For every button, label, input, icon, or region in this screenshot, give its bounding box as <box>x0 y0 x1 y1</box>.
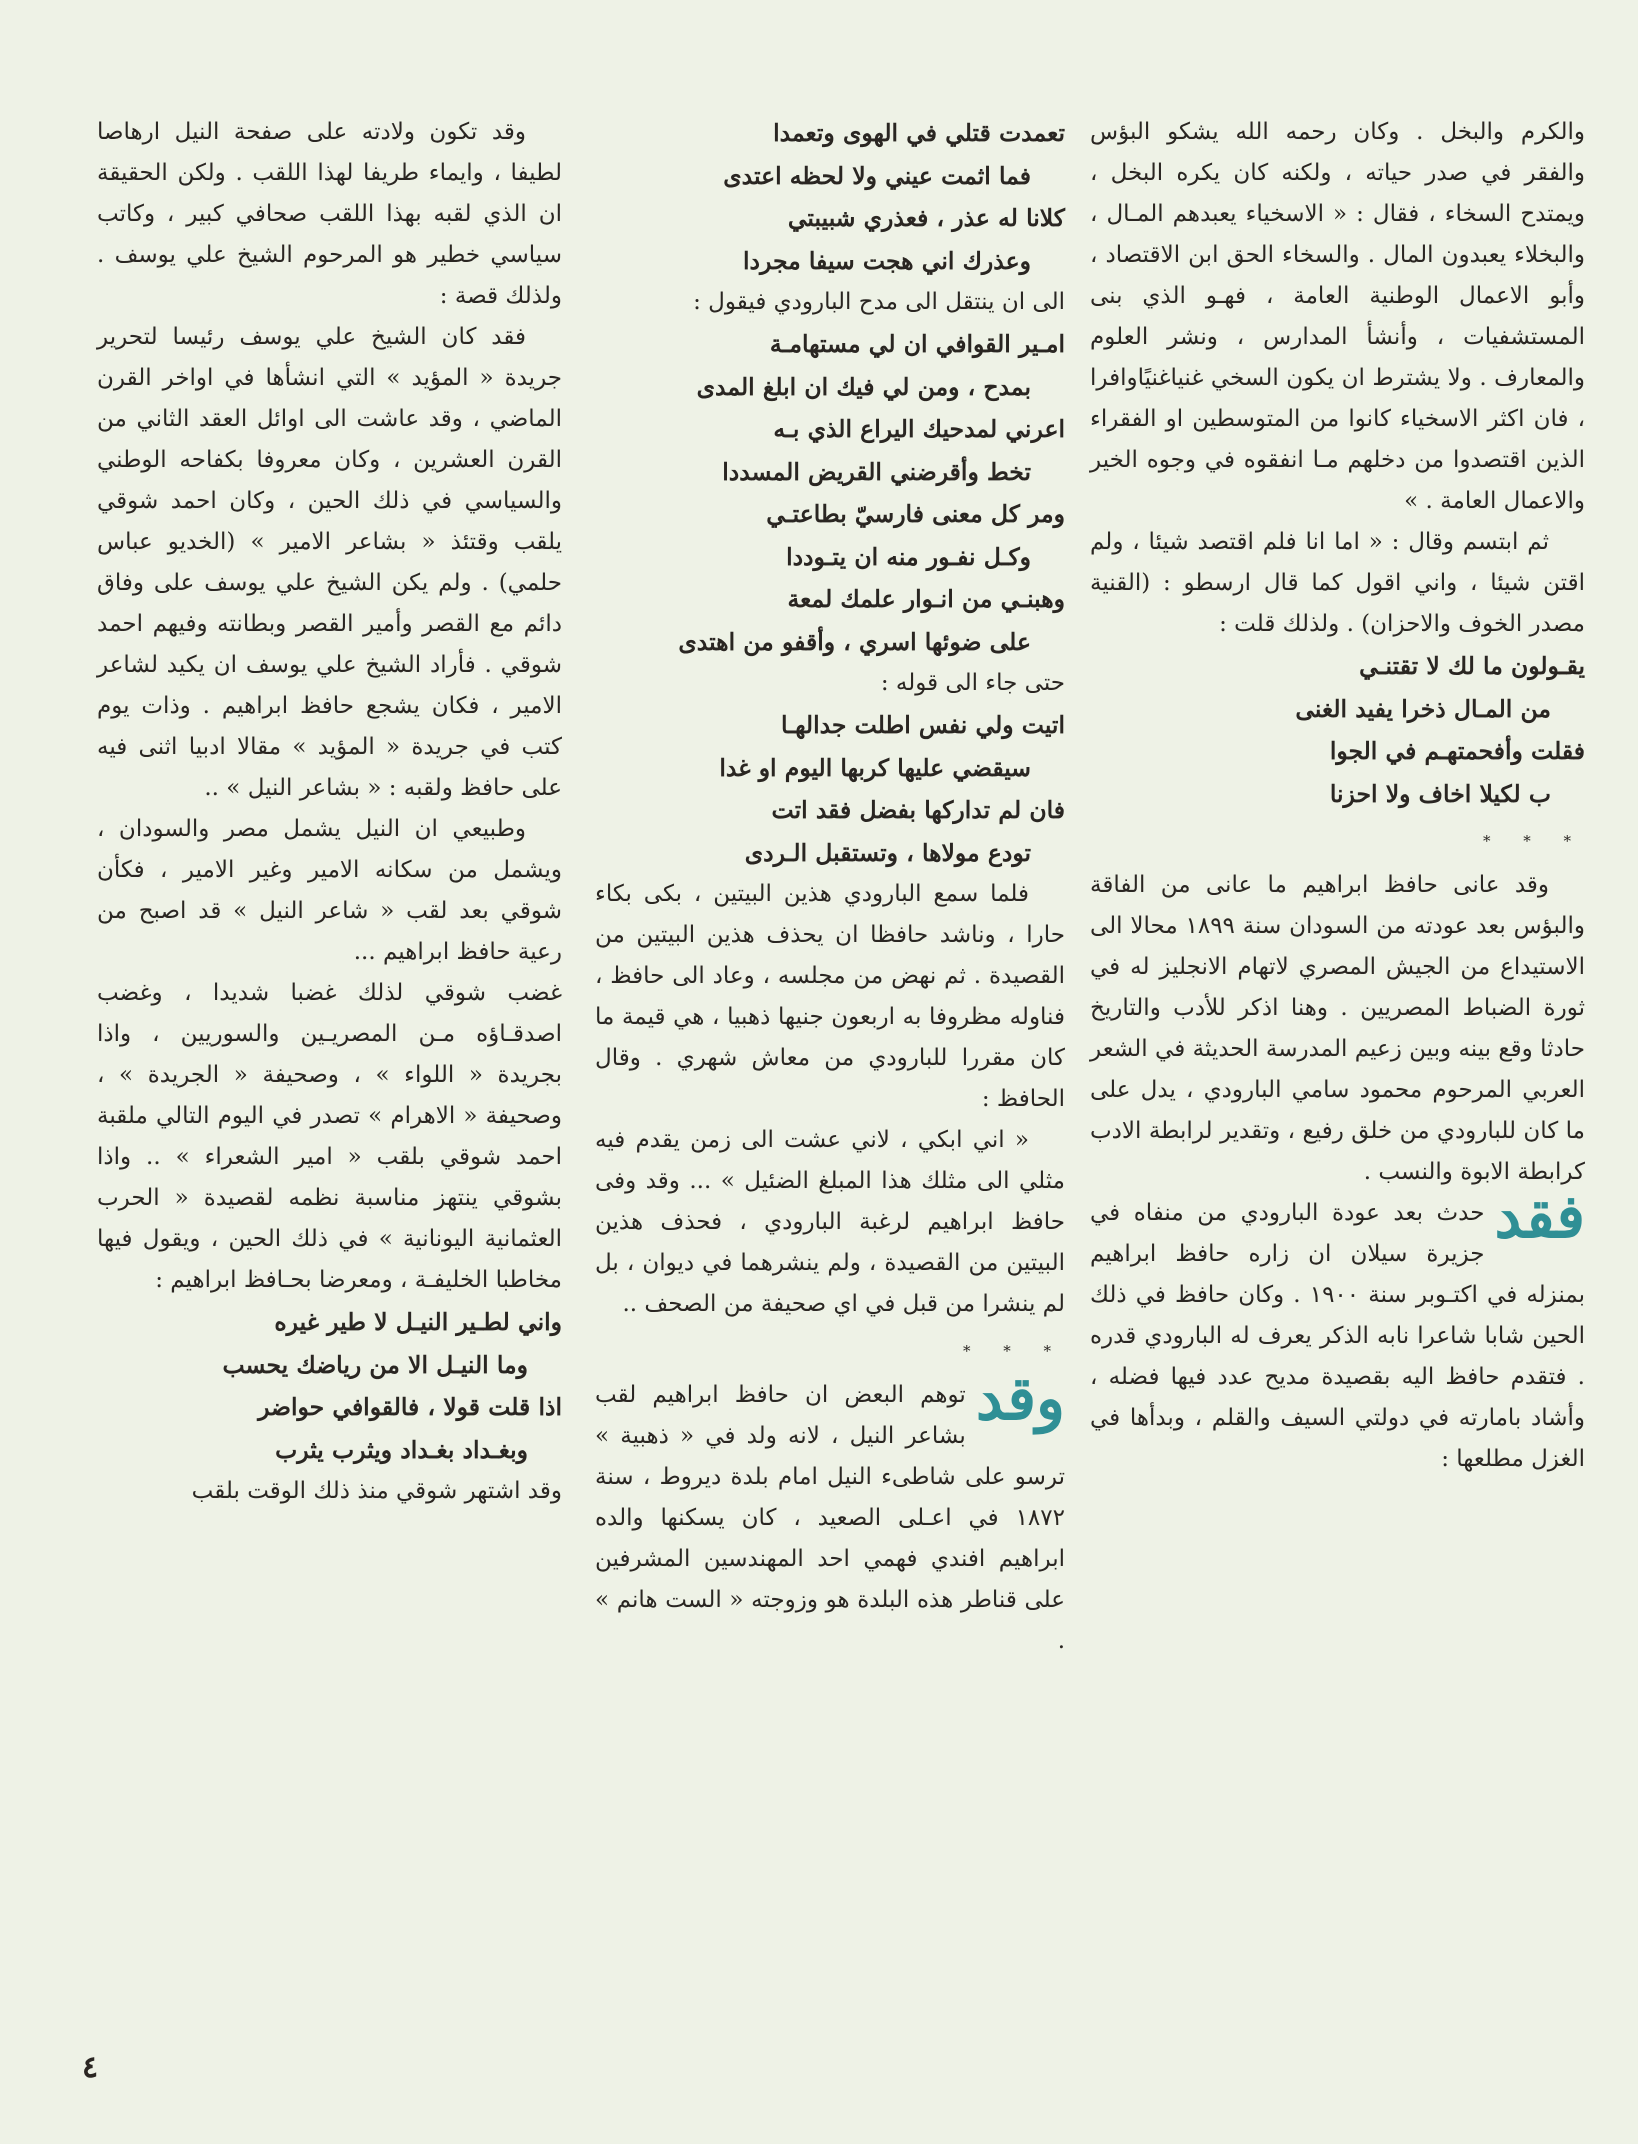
paragraph: والكرم والبخل . وكان رحمه الله يشكو البؤس والفقر في صدر حياته ، ولكنه كان يكره البخل ، ويمتدح السخاء ، فقال : « الاسخياء يعبدهم المـال ، والبخلاء يعبدون المال . والسخاء الحق ابن الاقتصاد ، وأبو الاعمال الوطنية العامة ، فهـو الذي بنى المستشفيات ، وأنشأ المدارس ، ونشر العلوم والمعارف . ولا يشترط ان يكون السخي غنياغنيًاوافرا ، فان اكثر الاسخياء كانوا من المتوسطين او الفقراء الذين اقتصدوا من دخلهم مـا انفقوه في وجوه الخير والاعمال العامة . » <box>1090 119 1585 514</box>
page-number: ٤ <box>82 2050 99 2085</box>
poem-verse: تودع مولاها ، وتستقبل الـردى <box>744 838 1031 867</box>
dropcap-paragraph <box>595 1375 1065 1662</box>
section-separator: * * * <box>1482 832 1585 850</box>
poem-verse: وكـل نفـور منه ان يتـوددا <box>786 542 1031 571</box>
poem-verse: كلانا له عذر ، فعذري شبيبتي <box>787 204 1065 232</box>
poem-verse: امـير القوافي ان لي مستهامـة <box>769 330 1065 358</box>
poem-verse: ومر كل معنى فارسيّ بطاعتـي <box>766 500 1065 528</box>
poem-verse: تخط وأقرضني القريض المسددا <box>722 457 1031 486</box>
paragraph: وطبيعي ان النيل يشمل مصر والسودان ، ويشمل من سكانه الامير وغير الامير ، فكأن شوقي بعد لقب « شاعر النيل » قد اصبح من رعية حافظ ابراهيم ... <box>97 816 562 965</box>
poem-verse: اعرني لمدحيك اليراع الذي بـه <box>773 415 1065 443</box>
poem-verse: اذا قلت قولا ، فالقوافي حواضر <box>258 1393 562 1421</box>
paragraph: وقد عانى حافظ ابراهيم ما عانى من الفاقة والبؤس بعد عودته من السودان سنة ١٨٩٩ محالا الى الاستيداع من الجيش المصري لاتهام الانجليز له في ثورة الضباط المصريين . وهنا اذكر للأدب والتاريخ حادثا وقع بينه وبين زعيم المدرسة الحديثة في الشعر العربي المرحوم محمود سامي البارودي ، يدل على ما كان للبارودي من خلق رفيع ، وتقدير لرابطة الادب كرابطة الابوة والنسب . <box>1090 872 1585 1185</box>
poem-verse: تعمدت قتلي في الهوى وتعمدا <box>773 119 1065 147</box>
poem-verse: سيقضي عليها كربها اليوم او غدا <box>719 753 1031 782</box>
poem-verse: فان لم تداركها بفضل فقد اتت <box>771 796 1065 824</box>
paragraph-text: توهم البعض ان حافظ ابراهيم لقب بشاعر النيل ، لانه ولد في « ذهبية » ترسو على شاطىء النيل امام بلدة ديروط ، سنة ١٨٧٢ في اعـلى الصعيد ، كان يسكنها والده ابراهيم افندي فهمي احد المهندسين المشرفين على قناطر هذه البلدة هو وزوجته « الست هانم » . <box>595 1382 1065 1654</box>
poem-verse: فقلت وأفحمتهـم في الجوا <box>1329 737 1585 765</box>
poem-verse: من المـال ذخرا يفيد الغنى <box>1295 694 1551 723</box>
poem-verse: ب لكيلا اخاف ولا احزنا <box>1329 779 1551 808</box>
dropcap-word: وقد <box>975 1375 1065 1434</box>
poem-verse: فما اثمت عيني ولا لحظه اعتدى <box>723 161 1031 190</box>
left-column <box>97 112 562 1512</box>
right-column <box>1090 112 1585 1480</box>
poem-verse: واني لطـير النيـل لا طير غيره <box>274 1308 562 1336</box>
poem-verse: وهبنـي من انـوار علمك لمعة <box>787 585 1065 613</box>
paragraph: وقد اشتهر شوقي منذ ذلك الوقت بلقب <box>191 1478 562 1504</box>
paragraph: فلما سمع البارودي هذين البيتين ، بكى بكاء حارا ، وناشد حافظا ان يحذف هذين البيتين من القصيدة . ثم نهض من مجلسه ، وعاد الى حافظ ، فناوله مظروفا به اربعون جنيها ذهبيا ، هي قيمة ما كان مقررا للبارودي من معاش شهري . وقال الحافظ : <box>595 881 1065 1112</box>
poem-verse: وبغـداد بغـداد ويثرب يثرب <box>275 1435 528 1464</box>
poem-verse: وعذرك اني هجت سيفا مجردا <box>743 246 1031 275</box>
paragraph: الى ان ينتقل الى مدح البارودي فيقول : <box>693 289 1065 315</box>
poem-verse: اتيت ولي نفس اطلت جدالهـا <box>781 711 1065 739</box>
poem-verse: وما النيـل الا من رياضك يحسب <box>222 1350 528 1379</box>
paragraph: حتى جاء الى قوله : <box>880 670 1065 696</box>
paragraph: وقد تكون ولادته على صفحة النيل ارهاصا لطيفا ، وايماء طريفا لهذا اللقب . ولكن الحقيقة ان الذي لقبه بهذا اللقب صحافي كبير ، وكاتب سياسي خطير هو المرحوم الشيخ علي يوسف . ولذلك قصة : <box>97 119 562 309</box>
dropcap-word: فقد <box>1494 1193 1585 1252</box>
poem-verse: على ضوئها اسري ، وأقفو من اهتدى <box>678 627 1031 656</box>
dropcap-paragraph <box>1090 1193 1585 1480</box>
paragraph: ثم ابتسم وقال : « اما انا فلم اقتصد شيئا ، ولم اقتن شيئا ، واني اقول كما قال ارسطو : (القنية مصدر الخوف والاحزان) . ولذلك قلت : <box>1090 529 1585 637</box>
poem-verse: بمدح ، ومن لي فيك ان ابلغ المدى <box>696 372 1031 401</box>
middle-column <box>595 112 1065 1662</box>
paragraph: فقد كان الشيخ علي يوسف رئيسا لتحرير جريدة « المؤيد » التي انشأها في اواخر القرن الماضي ، وقد عاشت الى اوائل العقد الثاني من القرن العشرين ، وكان معروفا بكفاحه الوطني والسياسي في ذلك الحين ، وكان احمد شوقي يلقب وقتئذ « بشاعر الامير » (الخديو عباس حلمي) . ولم يكن الشيخ علي يوسف على وفاق دائم مع القصر وأمير القصر وبطانته وفيهم احمد شوقي . فأراد الشيخ علي يوسف ان يكيد لشاعر الامير ، فكان يشجع حافظ ابراهيم . وذات يوم كتب في جريدة « المؤيد » مقالا ادبيا اثنى فيه على حافظ ولقبه : « بشاعر النيل » .. <box>97 324 562 801</box>
paragraph: « اني ابكي ، لاني عشت الى زمن يقدم فيه مثلي الى مثلك هذا المبلغ الضئيل » ... وقد وفى حافظ ابراهيم لرغبة البارودي ، فحذف هذين البيتين من القصيدة ، ولم ينشرهما في ديوان ، بل لم ينشرا من قبل في اي صحيفة من الصحف .. <box>595 1127 1065 1317</box>
poem-verse: يقـولون ما لك لا تقتنـي <box>1359 652 1585 680</box>
section-separator: * * * <box>962 1342 1065 1360</box>
paragraph-text: حدث بعد عودة البارودي من منفاه في جزيرة سيلان ان زاره حافظ ابراهيم بمنزله في اكتـوبر سنة ١٩٠٠ . وكان حافظ في ذلك الحين شابا شاعرا نابه الذكر يعرف له البارودي قدره . فتقدم حافظ اليه بقصيدة مديح عدد فيها فضله ، وأشاد بامارته في دولتي السيف والقلم ، وبدأها في الغزل مطلعها : <box>1090 1200 1585 1472</box>
paragraph: غضب شوقي لذلك غضبا شديدا ، وغضب اصدقـاؤه مـن المصريـين والسوريين ، واذا بجريدة « اللواء » ، وصحيفة « الجريدة » ، وصحيفة « الاهرام » تصدر في اليوم التالي ملقبة احمد شوقي بلقب « امير الشعراء » .. واذا بشوقي ينتهز مناسبة نظمه لقصيدة « الحرب العثمانية اليونانية » في ذلك الحين ، ويقول فيها مخاطبا الخليفـة ، ومعرضا بحـافظ ابراهيم : <box>97 980 562 1293</box>
